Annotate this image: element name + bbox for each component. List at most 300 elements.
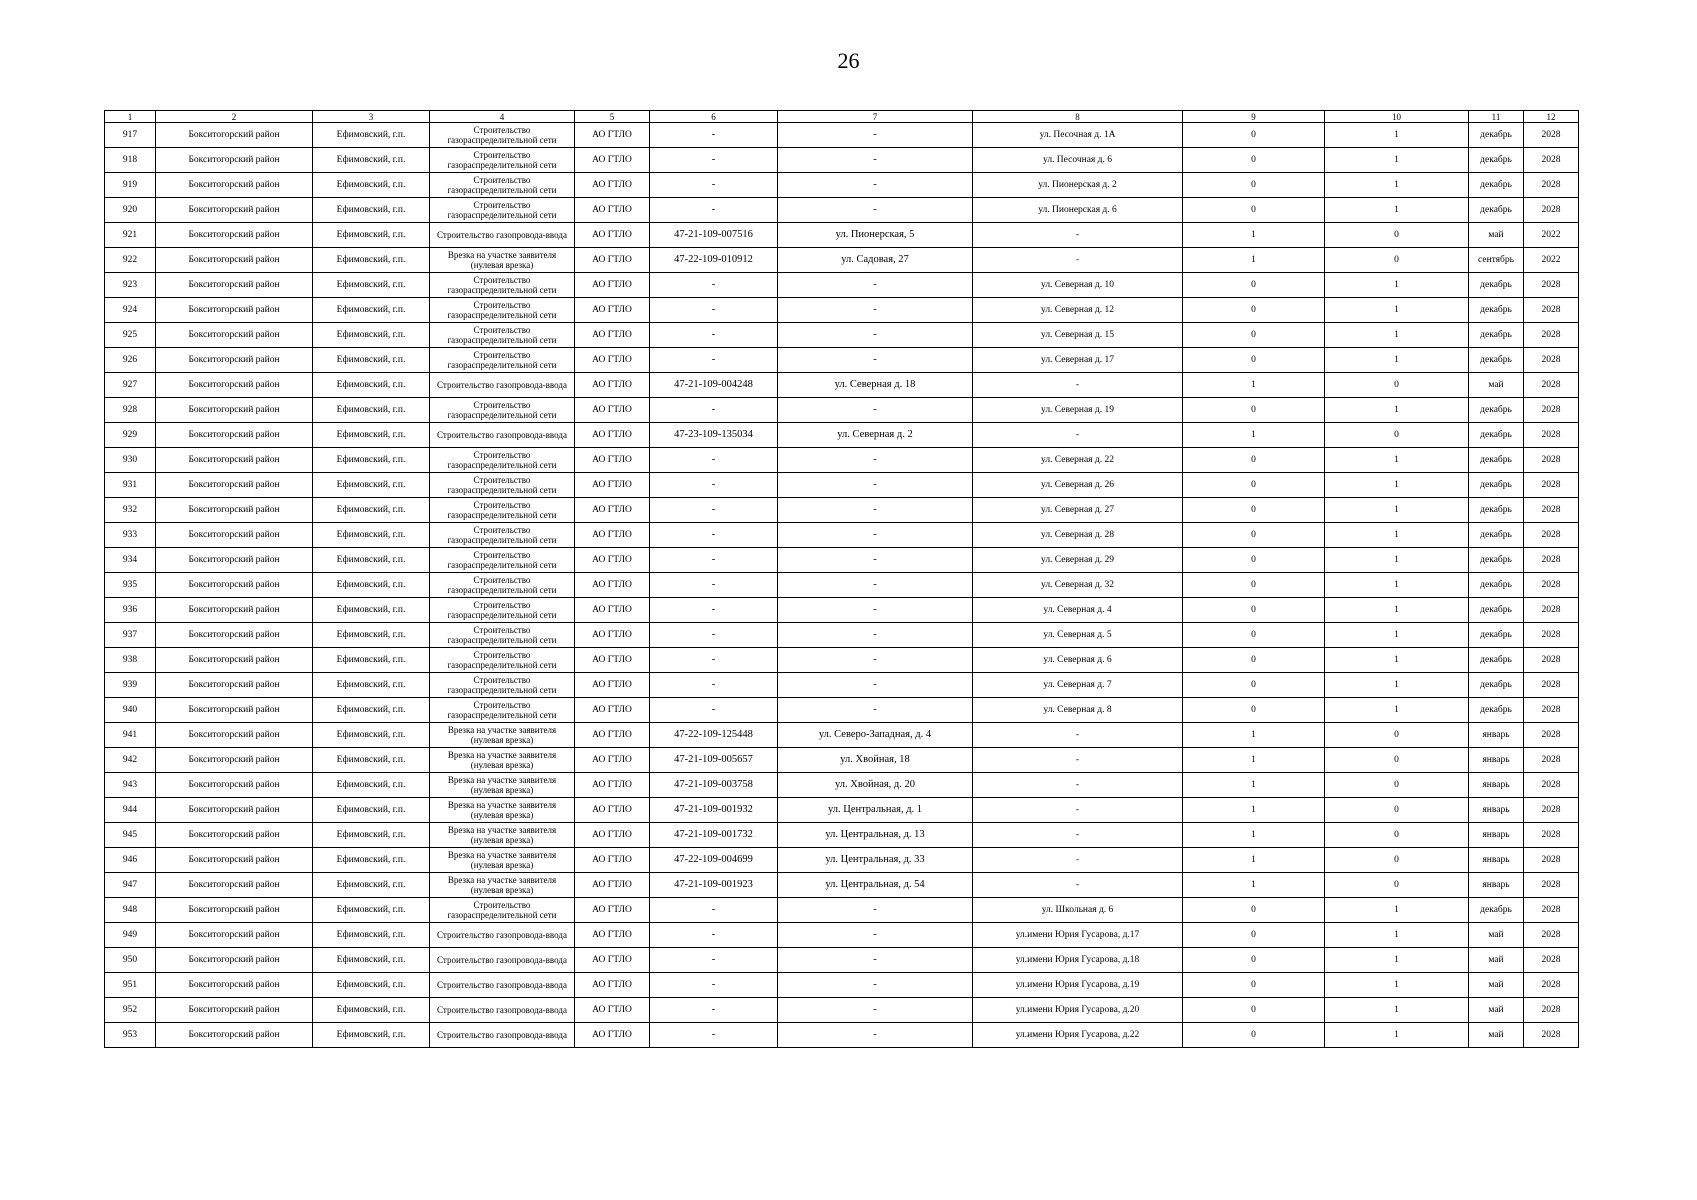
month-cell: декабрь	[1469, 323, 1524, 348]
object-address-cell: ул. Северная д. 19	[973, 398, 1183, 423]
district-cell: Бокситогорский район	[156, 798, 313, 823]
application-number-cell: 47-21-109-001923	[650, 873, 778, 898]
application-number-cell: -	[650, 323, 778, 348]
applicant-address-cell: ул. Центральная, д. 13	[778, 823, 973, 848]
row-number-cell: 928	[105, 398, 156, 423]
year-cell: 2028	[1524, 723, 1579, 748]
settlement-cell: Ефимовский, г.п.	[313, 923, 430, 948]
column-header: 10	[1325, 111, 1469, 123]
work-type-cell: Строительство газопровода-ввода	[430, 1023, 575, 1048]
column-header: 11	[1469, 111, 1524, 123]
application-number-cell: -	[650, 898, 778, 923]
month-cell: декабрь	[1469, 523, 1524, 548]
count-col-9-cell: 0	[1183, 273, 1325, 298]
district-cell: Бокситогорский район	[156, 448, 313, 473]
year-cell: 2028	[1524, 373, 1579, 398]
count-col-9-cell: 0	[1183, 523, 1325, 548]
district-cell: Бокситогорский район	[156, 223, 313, 248]
applicant-address-cell: -	[778, 348, 973, 373]
count-col-10-cell: 1	[1325, 998, 1469, 1023]
application-number-cell: -	[650, 123, 778, 148]
row-number-cell: 953	[105, 1023, 156, 1048]
work-type-cell: Строительство газораспределительной сети	[430, 623, 575, 648]
district-cell: Бокситогорский район	[156, 548, 313, 573]
count-col-9-cell: 1	[1183, 723, 1325, 748]
organization-cell: АО ГТЛО	[575, 548, 650, 573]
count-col-10-cell: 1	[1325, 498, 1469, 523]
applicant-address-cell: ул. Северная д. 2	[778, 423, 973, 448]
month-cell: декабрь	[1469, 448, 1524, 473]
organization-cell: АО ГТЛО	[575, 523, 650, 548]
settlement-cell: Ефимовский, г.п.	[313, 648, 430, 673]
month-cell: май	[1469, 223, 1524, 248]
organization-cell: АО ГТЛО	[575, 423, 650, 448]
row-number-cell: 930	[105, 448, 156, 473]
settlement-cell: Ефимовский, г.п.	[313, 148, 430, 173]
object-address-cell: -	[973, 423, 1183, 448]
application-number-cell: -	[650, 173, 778, 198]
year-cell: 2028	[1524, 123, 1579, 148]
work-type-cell: Строительство газораспределительной сети	[430, 598, 575, 623]
work-type-cell: Строительство газораспределительной сети	[430, 323, 575, 348]
district-cell: Бокситогорский район	[156, 723, 313, 748]
settlement-cell: Ефимовский, г.п.	[313, 123, 430, 148]
district-cell: Бокситогорский район	[156, 498, 313, 523]
work-type-cell: Врезка на участке заявителя (нулевая врезка)	[430, 873, 575, 898]
applicant-address-cell: -	[778, 323, 973, 348]
settlement-cell: Ефимовский, г.п.	[313, 298, 430, 323]
work-type-cell: Строительство газораспределительной сети	[430, 498, 575, 523]
row-number-cell: 946	[105, 848, 156, 873]
count-col-9-cell: 0	[1183, 973, 1325, 998]
table-row	[105, 248, 1579, 273]
applicant-address-cell: ул. Пионерская, 5	[778, 223, 973, 248]
settlement-cell: Ефимовский, г.п.	[313, 448, 430, 473]
year-cell: 2028	[1524, 998, 1579, 1023]
table-row	[105, 148, 1579, 173]
application-number-cell: -	[650, 598, 778, 623]
applicant-address-cell: -	[778, 598, 973, 623]
count-col-9-cell: 1	[1183, 848, 1325, 873]
settlement-cell: Ефимовский, г.п.	[313, 848, 430, 873]
organization-cell: АО ГТЛО	[575, 173, 650, 198]
settlement-cell: Ефимовский, г.п.	[313, 973, 430, 998]
table-row	[105, 673, 1579, 698]
work-type-cell: Строительство газораспределительной сети	[430, 573, 575, 598]
application-number-cell: -	[650, 623, 778, 648]
district-cell: Бокситогорский район	[156, 623, 313, 648]
count-col-10-cell: 1	[1325, 198, 1469, 223]
table-row	[105, 473, 1579, 498]
row-number-cell: 942	[105, 748, 156, 773]
table-row	[105, 323, 1579, 348]
row-number-cell: 932	[105, 498, 156, 523]
count-col-9-cell: 1	[1183, 423, 1325, 448]
applicant-address-cell: -	[778, 948, 973, 973]
count-col-10-cell: 1	[1325, 948, 1469, 973]
application-number-cell: 47-23-109-135034	[650, 423, 778, 448]
district-cell: Бокситогорский район	[156, 598, 313, 623]
row-number-cell: 941	[105, 723, 156, 748]
row-number-cell: 924	[105, 298, 156, 323]
month-cell: январь	[1469, 773, 1524, 798]
year-cell: 2028	[1524, 548, 1579, 573]
count-col-9-cell: 0	[1183, 898, 1325, 923]
table-row	[105, 623, 1579, 648]
organization-cell: АО ГТЛО	[575, 698, 650, 723]
table-row	[105, 298, 1579, 323]
month-cell: май	[1469, 923, 1524, 948]
count-col-10-cell: 1	[1325, 448, 1469, 473]
settlement-cell: Ефимовский, г.п.	[313, 498, 430, 523]
month-cell: январь	[1469, 798, 1524, 823]
settlement-cell: Ефимовский, г.п.	[313, 898, 430, 923]
settlement-cell: Ефимовский, г.п.	[313, 623, 430, 648]
work-type-cell: Строительство газопровода-ввода	[430, 973, 575, 998]
work-type-cell: Строительство газопровода-ввода	[430, 423, 575, 448]
year-cell: 2028	[1524, 473, 1579, 498]
object-address-cell: ул. Северная д. 15	[973, 323, 1183, 348]
count-col-9-cell: 1	[1183, 798, 1325, 823]
applicant-address-cell: -	[778, 623, 973, 648]
row-number-cell: 950	[105, 948, 156, 973]
month-cell: сентябрь	[1469, 248, 1524, 273]
organization-cell: АО ГТЛО	[575, 123, 650, 148]
table-row	[105, 998, 1579, 1023]
work-type-cell: Строительство газопровода-ввода	[430, 923, 575, 948]
organization-cell: АО ГТЛО	[575, 248, 650, 273]
work-type-cell: Строительство газораспределительной сети	[430, 348, 575, 373]
row-number-cell: 920	[105, 198, 156, 223]
applicant-address-cell: -	[778, 573, 973, 598]
count-col-9-cell: 1	[1183, 873, 1325, 898]
year-cell: 2028	[1524, 423, 1579, 448]
organization-cell: АО ГТЛО	[575, 848, 650, 873]
application-number-cell: -	[650, 348, 778, 373]
count-col-9-cell: 1	[1183, 373, 1325, 398]
month-cell: декабрь	[1469, 498, 1524, 523]
work-type-cell: Врезка на участке заявителя (нулевая врезка)	[430, 848, 575, 873]
year-cell: 2028	[1524, 648, 1579, 673]
year-cell: 2028	[1524, 673, 1579, 698]
organization-cell: АО ГТЛО	[575, 598, 650, 623]
count-col-9-cell: 1	[1183, 773, 1325, 798]
month-cell: май	[1469, 1023, 1524, 1048]
column-header: 3	[313, 111, 430, 123]
object-address-cell: ул. Северная д. 32	[973, 573, 1183, 598]
work-type-cell: Строительство газораспределительной сети	[430, 148, 575, 173]
object-address-cell: ул. Северная д. 7	[973, 673, 1183, 698]
row-number-cell: 926	[105, 348, 156, 373]
count-col-10-cell: 1	[1325, 148, 1469, 173]
count-col-10-cell: 1	[1325, 1023, 1469, 1048]
organization-cell: АО ГТЛО	[575, 623, 650, 648]
table-row	[105, 973, 1579, 998]
work-type-cell: Врезка на участке заявителя (нулевая врезка)	[430, 248, 575, 273]
district-cell: Бокситогорский район	[156, 848, 313, 873]
count-col-10-cell: 1	[1325, 548, 1469, 573]
applicant-address-cell: -	[778, 548, 973, 573]
organization-cell: АО ГТЛО	[575, 298, 650, 323]
count-col-10-cell: 0	[1325, 873, 1469, 898]
table-row	[105, 698, 1579, 723]
table-row	[105, 273, 1579, 298]
month-cell: декабрь	[1469, 698, 1524, 723]
column-header: 8	[973, 111, 1183, 123]
settlement-cell: Ефимовский, г.п.	[313, 748, 430, 773]
month-cell: декабрь	[1469, 148, 1524, 173]
application-number-cell: 47-22-109-125448	[650, 723, 778, 748]
application-number-cell: 47-22-109-004699	[650, 848, 778, 873]
count-col-10-cell: 0	[1325, 823, 1469, 848]
count-col-10-cell: 1	[1325, 698, 1469, 723]
row-number-cell: 944	[105, 798, 156, 823]
count-col-9-cell: 0	[1183, 398, 1325, 423]
row-number-cell: 937	[105, 623, 156, 648]
count-col-9-cell: 1	[1183, 223, 1325, 248]
applicant-address-cell: -	[778, 498, 973, 523]
object-address-cell: -	[973, 248, 1183, 273]
month-cell: декабрь	[1469, 123, 1524, 148]
applicant-address-cell: -	[778, 973, 973, 998]
year-cell: 2028	[1524, 623, 1579, 648]
applicant-address-cell: -	[778, 148, 973, 173]
count-col-10-cell: 1	[1325, 673, 1469, 698]
organization-cell: АО ГТЛО	[575, 273, 650, 298]
row-number-cell: 925	[105, 323, 156, 348]
organization-cell: АО ГТЛО	[575, 223, 650, 248]
row-number-cell: 931	[105, 473, 156, 498]
count-col-10-cell: 1	[1325, 648, 1469, 673]
object-address-cell: ул.имени Юрия Гусарова, д.20	[973, 998, 1183, 1023]
row-number-cell: 927	[105, 373, 156, 398]
application-number-cell: -	[650, 473, 778, 498]
work-type-cell: Врезка на участке заявителя (нулевая врезка)	[430, 723, 575, 748]
year-cell: 2028	[1524, 973, 1579, 998]
row-number-cell: 918	[105, 148, 156, 173]
settlement-cell: Ефимовский, г.п.	[313, 698, 430, 723]
applicant-address-cell: -	[778, 923, 973, 948]
month-cell: декабрь	[1469, 898, 1524, 923]
organization-cell: АО ГТЛО	[575, 998, 650, 1023]
object-address-cell: ул.имени Юрия Гусарова, д.18	[973, 948, 1183, 973]
object-address-cell: ул.имени Юрия Гусарова, д.17	[973, 923, 1183, 948]
applicant-address-cell: -	[778, 198, 973, 223]
application-number-cell: -	[650, 198, 778, 223]
organization-cell: АО ГТЛО	[575, 348, 650, 373]
district-cell: Бокситогорский район	[156, 898, 313, 923]
object-address-cell: ул. Северная д. 6	[973, 648, 1183, 673]
district-cell: Бокситогорский район	[156, 698, 313, 723]
month-cell: декабрь	[1469, 648, 1524, 673]
settlement-cell: Ефимовский, г.п.	[313, 398, 430, 423]
organization-cell: АО ГТЛО	[575, 673, 650, 698]
count-col-9-cell: 0	[1183, 548, 1325, 573]
application-number-cell: 47-21-109-007516	[650, 223, 778, 248]
object-address-cell: -	[973, 798, 1183, 823]
year-cell: 2028	[1524, 198, 1579, 223]
settlement-cell: Ефимовский, г.п.	[313, 673, 430, 698]
settlement-cell: Ефимовский, г.п.	[313, 198, 430, 223]
application-number-cell: 47-21-109-001732	[650, 823, 778, 848]
count-col-10-cell: 1	[1325, 923, 1469, 948]
row-number-cell: 945	[105, 823, 156, 848]
settlement-cell: Ефимовский, г.п.	[313, 598, 430, 623]
month-cell: декабрь	[1469, 348, 1524, 373]
application-number-cell: -	[650, 398, 778, 423]
district-cell: Бокситогорский район	[156, 473, 313, 498]
applicant-address-cell: ул. Центральная, д. 54	[778, 873, 973, 898]
year-cell: 2028	[1524, 848, 1579, 873]
application-number-cell: -	[650, 973, 778, 998]
object-address-cell: ул. Пионерская д. 2	[973, 173, 1183, 198]
object-address-cell: ул. Песочная д. 6	[973, 148, 1183, 173]
work-type-cell: Врезка на участке заявителя (нулевая врезка)	[430, 748, 575, 773]
application-number-cell: -	[650, 948, 778, 973]
count-col-10-cell: 0	[1325, 773, 1469, 798]
column-header: 1	[105, 111, 156, 123]
work-type-cell: Врезка на участке заявителя (нулевая врезка)	[430, 823, 575, 848]
year-cell: 2028	[1524, 598, 1579, 623]
object-address-cell: -	[973, 873, 1183, 898]
row-number-cell: 938	[105, 648, 156, 673]
object-address-cell: ул. Песочная д. 1А	[973, 123, 1183, 148]
count-col-9-cell: 0	[1183, 598, 1325, 623]
year-cell: 2028	[1524, 748, 1579, 773]
work-type-cell: Строительство газопровода-ввода	[430, 998, 575, 1023]
applicant-address-cell: -	[778, 448, 973, 473]
settlement-cell: Ефимовский, г.п.	[313, 423, 430, 448]
month-cell: декабрь	[1469, 548, 1524, 573]
table-row	[105, 198, 1579, 223]
count-col-10-cell: 0	[1325, 723, 1469, 748]
application-number-cell: -	[650, 573, 778, 598]
application-number-cell: -	[650, 448, 778, 473]
table-row	[105, 873, 1579, 898]
table-row	[105, 348, 1579, 373]
year-cell: 2022	[1524, 248, 1579, 273]
application-number-cell: -	[650, 523, 778, 548]
settlement-cell: Ефимовский, г.п.	[313, 223, 430, 248]
table-row	[105, 648, 1579, 673]
table-row	[105, 798, 1579, 823]
application-number-cell: 47-21-109-005657	[650, 748, 778, 773]
work-type-cell: Строительство газораспределительной сети	[430, 473, 575, 498]
application-number-cell: -	[650, 673, 778, 698]
work-type-cell: Строительство газораспределительной сети	[430, 123, 575, 148]
application-number-cell: -	[650, 498, 778, 523]
count-col-9-cell: 0	[1183, 673, 1325, 698]
year-cell: 2028	[1524, 298, 1579, 323]
count-col-10-cell: 1	[1325, 123, 1469, 148]
year-cell: 2028	[1524, 323, 1579, 348]
month-cell: январь	[1469, 723, 1524, 748]
table-row	[105, 523, 1579, 548]
count-col-9-cell: 1	[1183, 748, 1325, 773]
organization-cell: АО ГТЛО	[575, 473, 650, 498]
district-cell: Бокситогорский район	[156, 273, 313, 298]
applicant-address-cell: -	[778, 673, 973, 698]
count-col-9-cell: 0	[1183, 648, 1325, 673]
count-col-10-cell: 0	[1325, 848, 1469, 873]
count-col-10-cell: 1	[1325, 348, 1469, 373]
object-address-cell: ул.имени Юрия Гусарова, д.19	[973, 973, 1183, 998]
applicant-address-cell: ул. Хвойная, д. 20	[778, 773, 973, 798]
object-address-cell: -	[973, 223, 1183, 248]
row-number-cell: 951	[105, 973, 156, 998]
applicant-address-cell: ул. Хвойная, 18	[778, 748, 973, 773]
district-cell: Бокситогорский район	[156, 998, 313, 1023]
organization-cell: АО ГТЛО	[575, 1023, 650, 1048]
row-number-cell: 949	[105, 923, 156, 948]
application-number-cell: -	[650, 1023, 778, 1048]
object-address-cell: ул. Школьная д. 6	[973, 898, 1183, 923]
object-address-cell: ул. Северная д. 5	[973, 623, 1183, 648]
table-row	[105, 548, 1579, 573]
year-cell: 2028	[1524, 498, 1579, 523]
applicant-address-cell: -	[778, 1023, 973, 1048]
applicant-address-cell: -	[778, 473, 973, 498]
row-number-cell: 947	[105, 873, 156, 898]
month-cell: май	[1469, 998, 1524, 1023]
count-col-9-cell: 1	[1183, 248, 1325, 273]
month-cell: декабрь	[1469, 473, 1524, 498]
count-col-9-cell: 0	[1183, 148, 1325, 173]
year-cell: 2028	[1524, 798, 1579, 823]
work-type-cell: Строительство газораспределительной сети	[430, 198, 575, 223]
table-row	[105, 598, 1579, 623]
year-cell: 2028	[1524, 698, 1579, 723]
count-col-10-cell: 1	[1325, 898, 1469, 923]
year-cell: 2028	[1524, 1023, 1579, 1048]
row-number-cell: 952	[105, 998, 156, 1023]
district-cell: Бокситогорский район	[156, 873, 313, 898]
year-cell: 2028	[1524, 348, 1579, 373]
month-cell: декабрь	[1469, 423, 1524, 448]
work-type-cell: Строительство газораспределительной сети	[430, 648, 575, 673]
object-address-cell: ул. Северная д. 26	[973, 473, 1183, 498]
count-col-9-cell: 0	[1183, 498, 1325, 523]
settlement-cell: Ефимовский, г.п.	[313, 723, 430, 748]
settlement-cell: Ефимовский, г.п.	[313, 573, 430, 598]
year-cell: 2028	[1524, 773, 1579, 798]
applicant-address-cell: ул. Центральная, д. 33	[778, 848, 973, 873]
settlement-cell: Ефимовский, г.п.	[313, 323, 430, 348]
row-number-cell: 919	[105, 173, 156, 198]
work-type-cell: Строительство газораспределительной сети	[430, 523, 575, 548]
object-address-cell: ул. Северная д. 28	[973, 523, 1183, 548]
settlement-cell: Ефимовский, г.п.	[313, 873, 430, 898]
applicant-address-cell: -	[778, 173, 973, 198]
month-cell: декабрь	[1469, 198, 1524, 223]
applicant-address-cell: -	[778, 123, 973, 148]
object-address-cell: ул. Северная д. 10	[973, 273, 1183, 298]
table-row	[105, 573, 1579, 598]
organization-cell: АО ГТЛО	[575, 198, 650, 223]
year-cell: 2028	[1524, 523, 1579, 548]
application-number-cell: -	[650, 998, 778, 1023]
row-number-cell: 923	[105, 273, 156, 298]
table-row	[105, 173, 1579, 198]
organization-cell: АО ГТЛО	[575, 823, 650, 848]
district-cell: Бокситогорский район	[156, 298, 313, 323]
organization-cell: АО ГТЛО	[575, 323, 650, 348]
row-number-cell: 934	[105, 548, 156, 573]
count-col-9-cell: 0	[1183, 948, 1325, 973]
district-cell: Бокситогорский район	[156, 198, 313, 223]
month-cell: декабрь	[1469, 623, 1524, 648]
year-cell: 2028	[1524, 573, 1579, 598]
